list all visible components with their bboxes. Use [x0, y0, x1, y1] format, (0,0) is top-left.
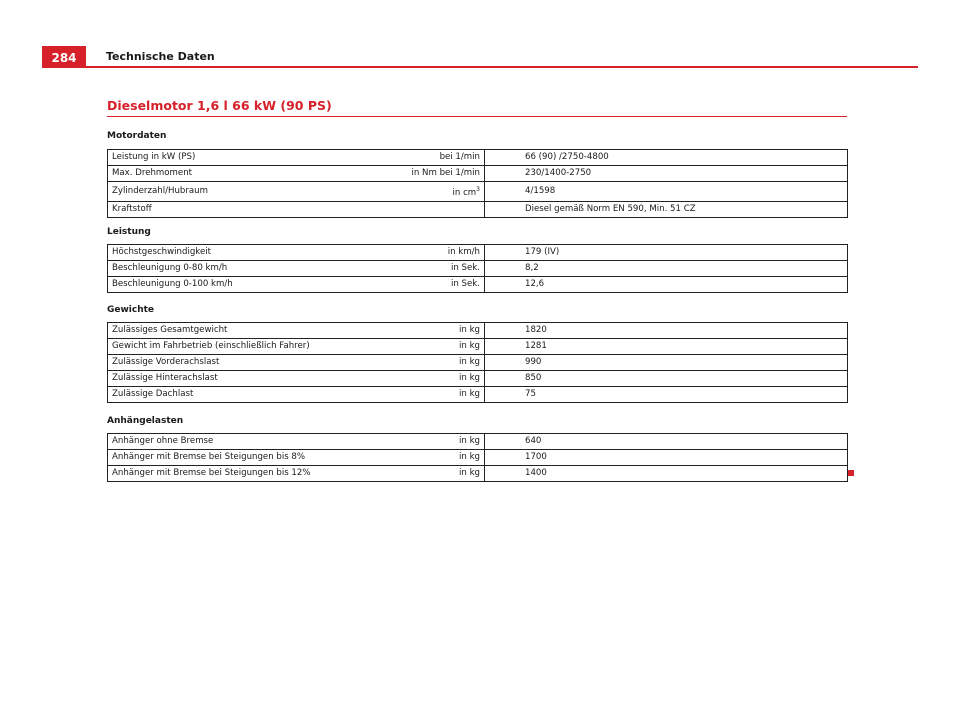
- row-value: 990: [485, 355, 848, 371]
- row-unit: in Sek.: [398, 277, 485, 293]
- row-unit: in kg: [398, 323, 485, 339]
- row-value: 640: [485, 434, 848, 450]
- group-title-anhaengelasten: Anhängelasten: [107, 416, 184, 426]
- row-unit: in Nm bei 1/min: [398, 166, 485, 182]
- row-unit: in kg: [398, 434, 485, 450]
- row-unit: in kg: [398, 466, 485, 482]
- page-number: 284: [42, 46, 86, 68]
- row-label: Anhänger ohne Bremse: [108, 434, 399, 450]
- table-row: [108, 387, 848, 403]
- table-motordaten: [107, 149, 848, 218]
- page-header: [42, 46, 918, 68]
- row-label: Zylinderzahl/Hubraum: [108, 182, 399, 202]
- row-unit: bei 1/min: [398, 150, 485, 166]
- row-value: 1400: [485, 466, 848, 482]
- table-row: [108, 182, 848, 202]
- header-title: Technische Daten: [106, 50, 215, 63]
- row-label: Max. Drehmoment: [108, 166, 399, 182]
- row-label: Leistung in kW (PS): [108, 150, 399, 166]
- row-value: 8,2: [485, 261, 848, 277]
- row-unit: in kg: [398, 371, 485, 387]
- table-row: [108, 466, 848, 482]
- section-rule: [107, 116, 847, 117]
- table-row: [108, 450, 848, 466]
- row-value: 4/1598: [485, 182, 848, 202]
- row-label: Zulässige Vorderachslast: [108, 355, 399, 371]
- row-value: 75: [485, 387, 848, 403]
- table-row: [108, 339, 848, 355]
- table-row: [108, 434, 848, 450]
- table-row: [108, 201, 848, 217]
- group-title-leistung: Leistung: [107, 227, 151, 237]
- row-unit-cell: [398, 182, 485, 202]
- row-label: Anhänger mit Bremse bei Steigungen bis 8%: [108, 450, 399, 466]
- row-unit: in km/h: [398, 245, 485, 261]
- row-value: Diesel gemäß Norm EN 590, Min. 51 CZ: [485, 201, 848, 217]
- row-unit: in cm: [452, 187, 477, 198]
- table-row: [108, 245, 848, 261]
- table-leistung: [107, 244, 848, 293]
- table-row: [108, 355, 848, 371]
- table-row: [108, 166, 848, 182]
- table-anhaengelasten: [107, 433, 848, 482]
- row-value: 179 (IV): [485, 245, 848, 261]
- row-label: Beschleunigung 0-80 km/h: [108, 261, 399, 277]
- row-value: 850: [485, 371, 848, 387]
- row-value: 66 (90) /2750-4800: [485, 150, 848, 166]
- row-label: Kraftstoff: [108, 201, 399, 217]
- group-title-motordaten: Motordaten: [107, 131, 167, 141]
- table-row: [108, 323, 848, 339]
- header-rule: [42, 66, 918, 68]
- row-unit: in kg: [398, 355, 485, 371]
- row-unit: in Sek.: [398, 261, 485, 277]
- row-label: Zulässiges Gesamtgewicht: [108, 323, 399, 339]
- end-of-section-marker: [848, 470, 854, 476]
- row-label: Beschleunigung 0-100 km/h: [108, 277, 399, 293]
- table-row: [108, 150, 848, 166]
- row-value: 1700: [485, 450, 848, 466]
- row-unit: in kg: [398, 339, 485, 355]
- section-title: Dieselmotor 1,6 l 66 kW (90 PS): [107, 98, 332, 113]
- row-label: Höchstgeschwindigkeit: [108, 245, 399, 261]
- row-label: Zulässige Hinterachslast: [108, 371, 399, 387]
- row-label: Zulässige Dachlast: [108, 387, 399, 403]
- row-value: 12,6: [485, 277, 848, 293]
- row-unit: [398, 201, 485, 217]
- table-row: [108, 371, 848, 387]
- row-value: 230/1400-2750: [485, 166, 848, 182]
- row-unit: in kg: [398, 450, 485, 466]
- row-value: 1281: [485, 339, 848, 355]
- row-label: Gewicht im Fahrbetrieb (einschließlich Fahrer): [108, 339, 399, 355]
- row-value: 1820: [485, 323, 848, 339]
- row-unit: in kg: [398, 387, 485, 403]
- table-row: [108, 277, 848, 293]
- group-title-gewichte: Gewichte: [107, 305, 155, 315]
- table-gewichte: [107, 322, 848, 403]
- row-label: Anhänger mit Bremse bei Steigungen bis 12%: [108, 466, 399, 482]
- table-row: [108, 261, 848, 277]
- unit-superscript: 3: [476, 186, 480, 193]
